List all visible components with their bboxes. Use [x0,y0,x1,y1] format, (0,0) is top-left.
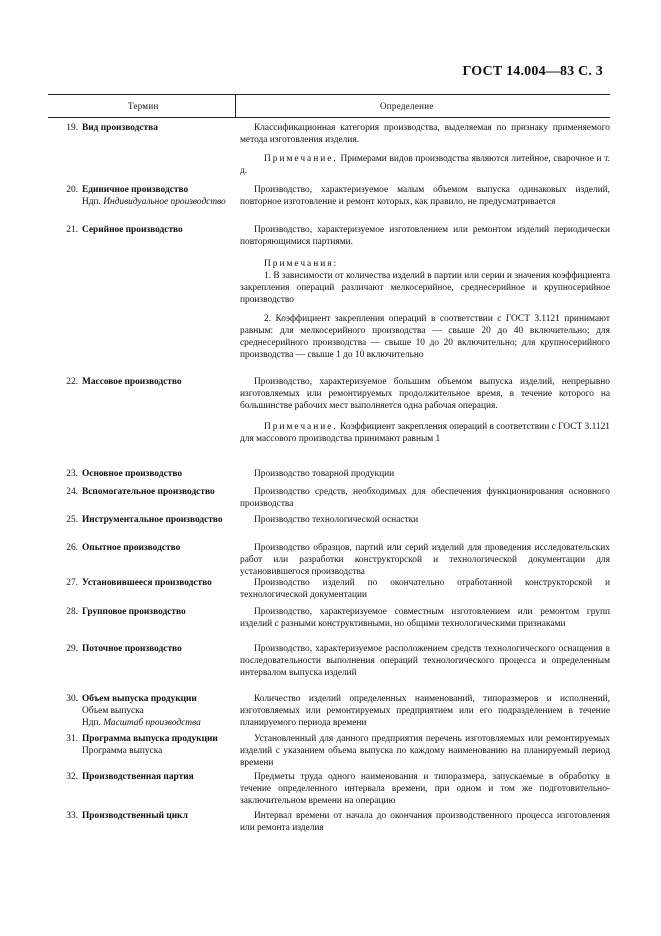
term-cell [82,122,238,134]
term-cell [82,733,238,757]
definition-text: Производство, характеризуемое расположением средств технологического оснащения в последовательности выполнения операций технологического процесса и определенным интервалом выпуска изделий [240,644,610,679]
term-cell [82,771,238,783]
definition-cell [240,542,610,578]
table-top-rule [48,94,610,95]
term-name: Объем выпуска продукции [82,694,197,704]
term-name: Серийное производство [82,225,183,235]
notes-heading: Примечания: [264,259,339,270]
note-label: Примечание. [264,154,338,165]
definition-text: Классификационная категория производства, выделяемая по признаку применяемого метода изготовления изделия. [240,123,610,146]
definition-text: Производство товарной продукции [254,469,395,479]
row-number: 19. [66,123,78,133]
row-number: 20. [66,185,78,195]
column-header-definition: Определение [380,101,434,111]
note [240,421,610,445]
term-name: Производственный цикл [82,811,188,821]
term-name: Программа выпуска продукции [82,734,218,744]
note-item: 2. Коэффициент закрепления операций в соответствии с ГОСТ 3.1121 принимают равным: для мелкосерийного производства — свыше 20 до 40 включительно; для среднесерийного производства — свыше 10 до 20 включительно; для крупносерийного производства — свыше 1 до 10 включительно [240,313,610,360]
row-number: 30. [66,694,78,704]
note-text: Коэффициент закрепления операций в соответствии с ГОСТ 3.1121 для массового производства принимают равным 1 [240,422,610,445]
definition-text: Производство, характеризуемое совместным изготовлением или ремонтом групп изделий с разными конструктивными, но общими технологическими признаками [240,607,610,630]
row-number: 21. [66,225,78,235]
npd-term: Индивидуальное производство [103,197,226,208]
definition-text: Производство, характеризуемое изготовлением или ремонтом изделий периодически повторяющимися партиями. [240,225,610,248]
row-number: 29. [66,644,78,654]
row-number: 23. [66,469,78,479]
deprecated-term [82,717,238,729]
term-name: Установившееся производство [82,578,212,588]
term-name: Групповое производство [82,607,186,617]
definition-cell [240,122,610,177]
definition-text: Производство средств, необходимых для обеспечения функционирования основного производства [240,487,610,510]
row-number: 32. [66,772,78,782]
term-cell [82,514,234,526]
term-cell [82,810,238,822]
term-name: Единичное производство [82,185,189,195]
term-cell [82,376,238,388]
definition-cell [240,468,610,480]
term-name: Производственная партия [82,772,194,782]
definition-text: Производство, характеризуемое большим объемом выпуска изделий, непрерывно изготовляемых или ремонтируемых продолжительное время, в течение которого на большинстве рабочих мест выполняется одна рабочая операция. [240,377,610,412]
term-cell [82,693,238,729]
definition-cell [240,733,610,769]
row-number: 25. [66,515,78,525]
term-synonym: Программа выпуска [82,746,163,757]
term-cell [82,468,238,480]
row-number: 33. [66,811,78,821]
table-header-rule [48,117,610,118]
term-name: Опытное производство [82,543,181,553]
definition-cell [240,514,610,526]
term-name: Вспомогательное производство [82,487,215,497]
note-item: 1. В зависимости от количества изделий в партии или серии и значения коэффициента закрепления операций различают мелкосерийное, среднесерийное и крупносерийное производство [240,271,610,306]
definition-text: Производство образцов, партий или серий изделий для проведения исследовательских работ или разработки конструкторской и технологической документации для установившегося производства [240,543,610,578]
column-header-term: Термин [128,101,159,111]
term-name: Основное производство [82,469,183,479]
term-name: Массовое производство [82,377,182,387]
definition-cell [240,184,610,208]
term-name: Вид производства [82,123,158,133]
term-cell [82,224,238,236]
definition-text: Интервал времени от начала до окончания производственного процесса изготовления или ремонта изделия [240,811,610,834]
term-cell [82,542,238,554]
definition-text: Производство технологической оснастки [254,515,419,525]
npd-term: Масштаб производства [103,718,201,729]
definition-cell [240,771,610,807]
deprecated-term [82,196,238,208]
npd-label: Ндп. [82,197,101,208]
term-cell [82,486,238,498]
term-cell [82,643,238,655]
term-cell [82,606,238,618]
definition-cell [240,693,610,729]
npd-label: Ндп. [82,718,101,729]
definition-text: Производство, характеризуемое малым объемом выпуска одинаковых изделий, повторное изготовление и ремонт которых, как правило, не предусматривается [240,185,610,208]
row-number: 26. [66,543,78,553]
row-number: 31. [66,734,78,744]
definition-cell [240,577,610,601]
note-text: Примерами видов производства являются литейное, сварочное и т. д. [240,154,610,177]
definition-cell [240,224,610,361]
definition-text: Предметы труда одного наименования и типоразмера, запускаемые в обработку в течение определенного интервала времени, при одном и том же подготовительно-заключительном времени на операцию [240,772,610,807]
term-synonym: Объем выпуска [82,706,144,717]
definition-text: Количество изделий определенных наименований, типоразмеров и исполнений, изготовляемых или ремонтируемых предприятием или его подразделением в течение планируемого периода времени [240,694,610,729]
row-number: 24. [66,487,78,497]
term-cell [82,577,238,589]
note [240,153,610,177]
definition-cell [240,810,610,834]
note-label: Примечание. [264,422,338,433]
term-name: Инструментальное производство [82,515,223,525]
definition-cell [240,486,610,510]
row-number: 28. [66,607,78,617]
definition-cell [240,606,610,630]
definition-cell [240,643,610,679]
row-number: 22. [66,377,78,387]
definition-text: Установленный для данного предприятия перечень изготовляемых или ремонтируемых изделий с указанием объема выпуска по каждому наименованию на планируемый период времени [240,734,610,769]
page-header: ГОСТ 14.004—83 С. 3 [462,64,603,79]
definition-text: Производство изделий по окончательно отработанной конструкторской и технологической документации [240,578,610,601]
term-cell [82,184,238,208]
row-number: 27. [66,578,78,588]
term-name: Поточное производство [82,644,182,654]
definition-cell [240,376,610,445]
